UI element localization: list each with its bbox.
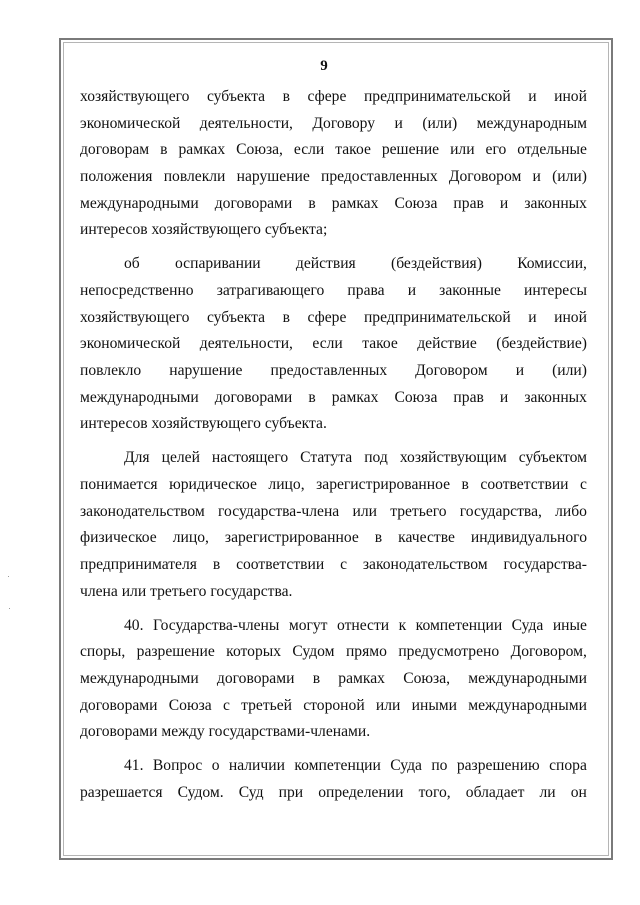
text-line: физическое лицо, зарегистрированное в качестве индивидуального — [80, 529, 587, 547]
text-line: экономической деятельности, если такое действие (бездействие) — [80, 335, 587, 353]
text-line: законодательством государства-члена или третьего государства, либо — [80, 502, 587, 520]
text-line: понимается юридическое лицо, зарегистрированное в соответствии с — [80, 475, 587, 493]
text-line: интересов хозяйствующего субъекта; — [80, 221, 328, 239]
text-line: споры, разрешение которых Судом прямо предусмотрено Договором, — [80, 643, 587, 661]
text-line: положения повлекли нарушение предоставленных Договором и (или) — [80, 167, 587, 185]
text-line: 40. Государства-члены могут отнести к компетенции Суда иные — [124, 616, 587, 634]
text-line: повлекло нарушение предоставленных Договором и (или) — [80, 361, 587, 379]
scan-speck — [8, 576, 9, 577]
text-line: хозяйствующего субъекта в сфере предпринимательской и иной — [80, 88, 587, 105]
text-line: члена или третьего государства. — [80, 582, 293, 600]
text-line: договорами между государствами-членами. — [80, 723, 371, 741]
text-line: непосредственно затрагивающего права и законные интересы — [80, 281, 587, 299]
text-line: интересов хозяйствующего субъекта. — [80, 415, 327, 433]
text-line: экономической деятельности, Договору и (или) международным — [80, 114, 587, 132]
text-line: международными договорами в рамках Союза прав и законных — [80, 194, 587, 212]
text-line: разрешается Судом. Суд при определении того, обладает ли он — [80, 784, 587, 802]
text-line: Для целей настоящего Статута под хозяйствующим субъектом — [124, 449, 587, 467]
text-line: об оспаривании действия (бездействия) Комиссии, — [124, 255, 587, 273]
text-line: международными договорами в рамках Союза прав и законных — [80, 388, 587, 406]
text-line: договорам в рамках Союза, если такое решение или его отдельные — [80, 141, 587, 159]
document-body — [80, 84, 587, 807]
text-line: международными договорами в рамках Союза, международными — [80, 669, 587, 687]
text-line: хозяйствующего субъекта в сфере предпринимательской и иной — [80, 308, 587, 326]
scan-speck — [9, 608, 10, 609]
text-line: 41. Вопрос о наличии компетенции Суда по разрешению спора — [124, 757, 587, 775]
text-line: договорами Союза с третьей стороной или иными международными — [80, 696, 587, 714]
text-line: предпринимателя в соответствии с законодательством государства- — [80, 555, 587, 573]
page-number: 9 — [320, 58, 328, 74]
